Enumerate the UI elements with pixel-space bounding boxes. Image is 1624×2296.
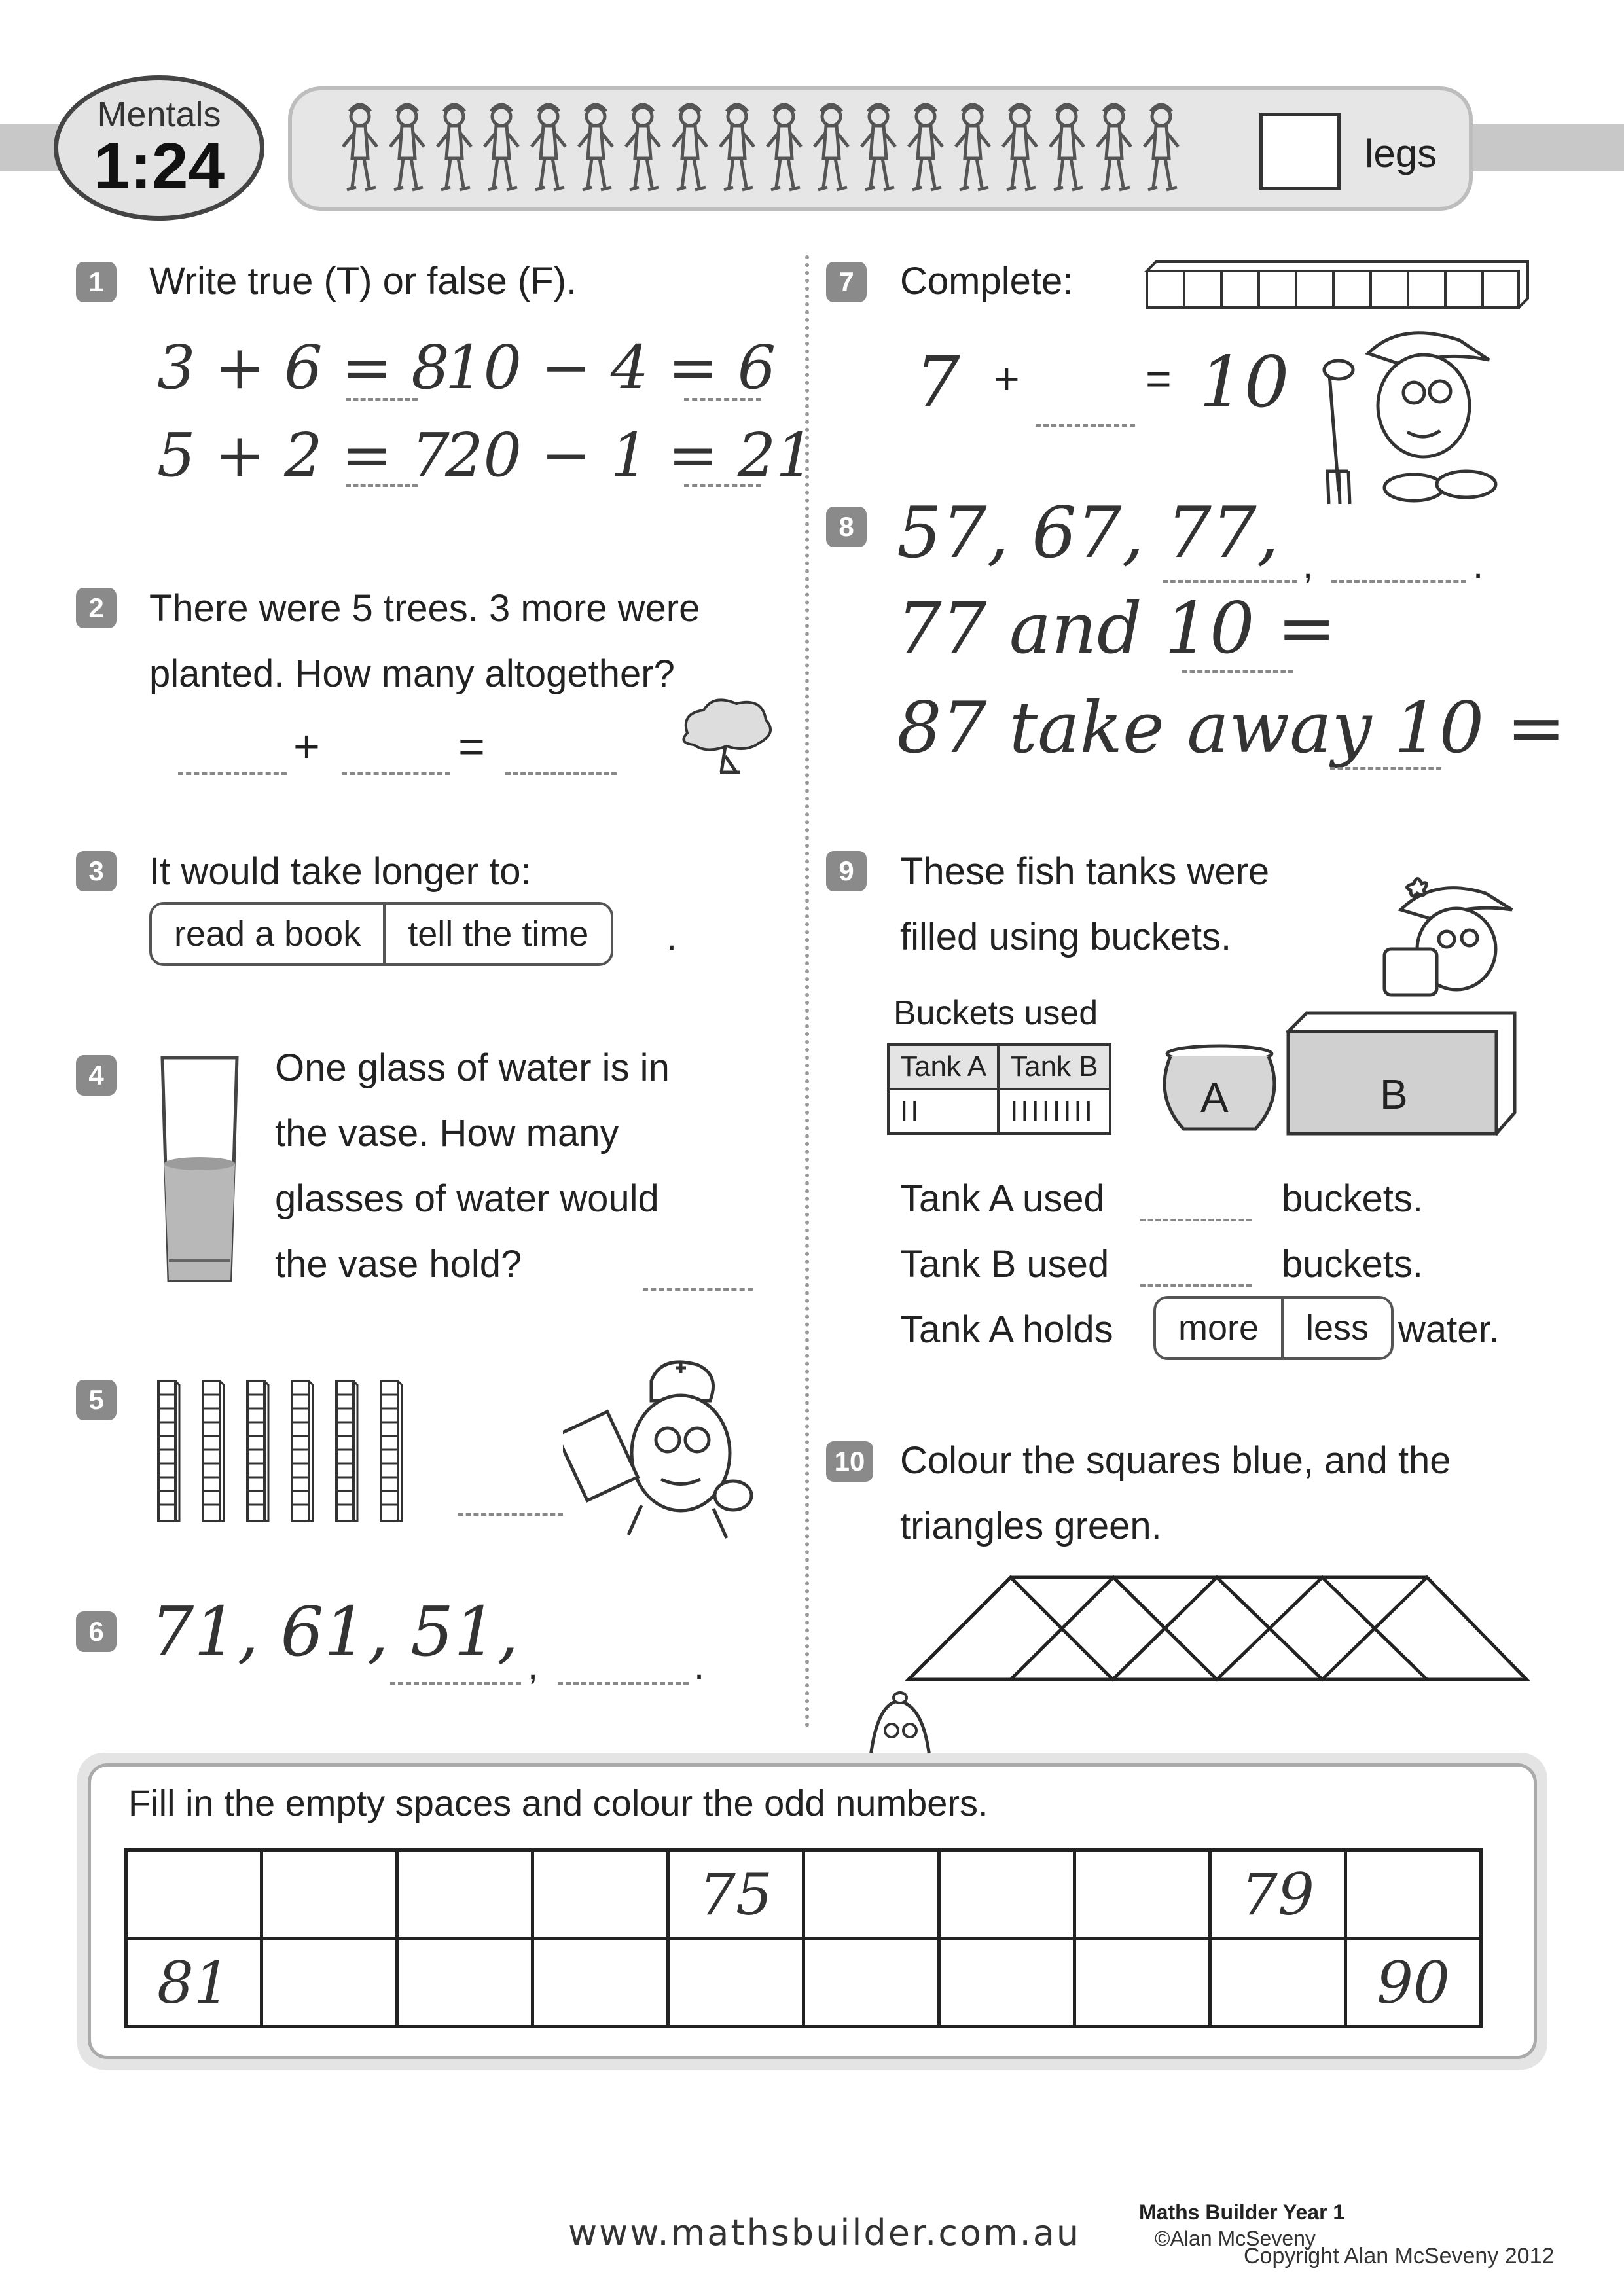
q9-answer-tank-b[interactable] xyxy=(1140,1284,1252,1287)
q8-line2: 77 and 10 = xyxy=(897,588,1337,670)
q8-blank-4[interactable] xyxy=(1330,767,1441,770)
q7-equals: = xyxy=(1146,354,1172,404)
tally-tank-a: II xyxy=(888,1089,998,1134)
q3-period: . xyxy=(666,916,677,958)
q4-line3: glasses of water would xyxy=(275,1177,659,1220)
buckets-used-table xyxy=(887,1043,1111,1135)
badge-title: Mentals xyxy=(97,95,221,134)
glass-of-water-icon xyxy=(157,1052,242,1288)
q3-option-tell-the-time[interactable]: tell the time xyxy=(383,905,611,963)
grid-cell[interactable] xyxy=(262,1850,397,1939)
badge-number: 1:24 xyxy=(93,130,225,203)
question-number-6: 6 xyxy=(76,1611,117,1652)
ten-rod-icon xyxy=(1144,259,1530,312)
q7-result: 10 xyxy=(1199,342,1290,423)
q8-period: . xyxy=(1473,544,1484,586)
q1-equation-1: 3 + 6 = 8 xyxy=(157,332,450,403)
question-number-9: 9 xyxy=(826,851,867,891)
q2-blank-1[interactable] xyxy=(178,772,287,775)
q2-blank-3[interactable] xyxy=(505,772,617,775)
q1-answer-1[interactable] xyxy=(346,398,418,401)
grid-cell[interactable] xyxy=(1346,1850,1481,1939)
q4-line1: One glass of water is in xyxy=(275,1047,670,1089)
grid-cell[interactable] xyxy=(126,1850,262,1939)
table-header-tank-a: Tank A xyxy=(888,1045,998,1089)
legs-answer-box[interactable] xyxy=(1259,113,1341,190)
grid-cell[interactable] xyxy=(1075,1939,1210,2027)
q6-blank-2[interactable] xyxy=(558,1682,689,1685)
q2-plus: + xyxy=(293,721,320,772)
q8-sequence: 57, 67, 77, xyxy=(897,492,1279,574)
grid-cell[interactable] xyxy=(533,1939,668,2027)
number-grid xyxy=(124,1848,1483,2028)
q4-line2: the vase. How many xyxy=(275,1112,619,1155)
grid-cell[interactable]: 90 xyxy=(1346,1939,1481,2027)
q9-row1-end: buckets. xyxy=(1282,1177,1423,1220)
doctor-character-icon xyxy=(563,1348,772,1545)
q2-line2: planted. How many altogether? xyxy=(149,653,675,695)
legs-label: legs xyxy=(1365,132,1437,175)
q1-answer-2[interactable] xyxy=(684,398,761,401)
tally-tank-b: IIIIIIII xyxy=(998,1089,1110,1134)
q6-comma: , xyxy=(528,1645,539,1687)
q1-equation-2: 10 − 4 = 6 xyxy=(445,332,776,403)
question-number-8: 8 xyxy=(826,507,867,547)
mentals-badge xyxy=(54,75,264,221)
grid-cell[interactable] xyxy=(262,1939,397,2027)
q9-answer-tank-a[interactable] xyxy=(1140,1219,1252,1221)
q6-period: . xyxy=(694,1645,705,1687)
q1-answer-3[interactable] xyxy=(346,484,418,487)
grid-cell[interactable] xyxy=(668,1939,804,2027)
q9-row2-start: Tank B used xyxy=(900,1243,1110,1285)
q9-option-less[interactable]: less xyxy=(1281,1299,1391,1357)
q2-blank-2[interactable] xyxy=(342,772,450,775)
q7-addend: 7 xyxy=(915,342,960,423)
q6-blank-1[interactable] xyxy=(390,1682,521,1685)
question-number-2: 2 xyxy=(76,588,117,628)
grid-cell[interactable] xyxy=(939,1850,1075,1939)
grid-row xyxy=(126,1850,1481,1939)
grid-row xyxy=(126,1939,1481,2027)
q8-blank-1[interactable] xyxy=(1163,580,1297,583)
grid-cell[interactable] xyxy=(397,1850,533,1939)
grid-cell[interactable] xyxy=(804,1939,939,2027)
q9-line1: These fish tanks were xyxy=(900,850,1270,893)
question-number-5: 5 xyxy=(76,1380,117,1420)
grid-cell[interactable] xyxy=(1075,1850,1210,1939)
question-number-3: 3 xyxy=(76,851,117,891)
farmer-character-icon xyxy=(1309,314,1532,511)
q10-line2: triangles green. xyxy=(900,1505,1162,1547)
q9-row1-start: Tank A used xyxy=(900,1177,1105,1220)
q7-answer[interactable] xyxy=(1036,424,1135,427)
question-number-7: 7 xyxy=(826,262,867,302)
shapes-to-colour[interactable] xyxy=(903,1571,1532,1689)
table-header-tank-b: Tank B xyxy=(998,1045,1110,1089)
tree-icon xyxy=(674,694,779,779)
q5-answer[interactable] xyxy=(458,1513,563,1516)
q2-line1: There were 5 trees. 3 more were xyxy=(149,587,700,630)
grid-cell[interactable]: 75 xyxy=(668,1850,804,1939)
footer-book-title: Maths Builder Year 1 xyxy=(1139,2200,1345,2224)
q8-blank-3[interactable] xyxy=(1182,670,1293,673)
q9-row3-start: Tank A holds xyxy=(900,1308,1113,1351)
q9-option-more[interactable]: more xyxy=(1178,1308,1259,1348)
q6-sequence: 71, 61, 51, xyxy=(151,1592,519,1672)
q4-answer[interactable] xyxy=(643,1288,753,1291)
grid-cell[interactable]: 81 xyxy=(126,1939,262,2027)
q10-line1: Colour the squares blue, and the xyxy=(900,1439,1451,1482)
tank-b-label: B xyxy=(1380,1071,1408,1118)
footer-website[interactable]: www.mathsbuilder.com.au xyxy=(568,2212,1081,2253)
tank-a-label: A xyxy=(1200,1074,1229,1121)
grid-cell[interactable]: 79 xyxy=(1210,1850,1346,1939)
tens-rods-icon xyxy=(157,1380,419,1524)
q1-equation-3: 5 + 2 = 7 xyxy=(157,420,450,490)
q3-prompt: It would take longer to: xyxy=(149,850,532,893)
q9-line2: filled using buckets. xyxy=(900,916,1232,958)
question-number-4: 4 xyxy=(76,1055,117,1096)
grid-cell[interactable] xyxy=(1210,1939,1346,2027)
q1-equation-4: 20 − 1 = 21 xyxy=(445,420,814,490)
q8-line3: 87 take away 10 = xyxy=(897,687,1566,769)
q9-choice-group xyxy=(1153,1296,1394,1360)
q8-blank-2[interactable] xyxy=(1331,580,1466,583)
grid-cell[interactable] xyxy=(804,1850,939,1939)
q7-prompt: Complete: xyxy=(900,260,1074,302)
woman-with-bucket-icon xyxy=(1375,864,1532,1021)
q9-row2-end: buckets. xyxy=(1282,1243,1423,1285)
q4-line4: the vase hold? xyxy=(275,1243,522,1285)
grid-cell[interactable] xyxy=(939,1939,1075,2027)
header-bar-right xyxy=(1473,124,1624,171)
q3-option-read-a-book[interactable]: read a book xyxy=(174,914,361,954)
question-number-1: 1 xyxy=(76,262,117,302)
grid-cell[interactable] xyxy=(533,1850,668,1939)
footer-copyright: Copyright Alan McSeveny 2012 xyxy=(1244,2244,1555,2269)
question-number-10: 10 xyxy=(826,1441,873,1482)
grid-cell[interactable] xyxy=(397,1939,533,2027)
bottom-instruction: Fill in the empty spaces and colour the odd numbers. xyxy=(128,1782,988,1823)
q2-equals: = xyxy=(458,721,485,772)
q8-comma: , xyxy=(1303,544,1314,586)
q9-row3-end: water. xyxy=(1398,1308,1500,1351)
q1-prompt: Write true (T) or false (F). xyxy=(149,260,577,302)
q7-plus: + xyxy=(994,354,1020,404)
q3-choice-group xyxy=(149,902,613,966)
legs-illustration xyxy=(340,98,1218,196)
q9-table-title: Buckets used xyxy=(893,994,1098,1032)
q1-answer-4[interactable] xyxy=(684,484,761,487)
footer-author: ©Alan McSeveny xyxy=(1155,2227,1316,2250)
